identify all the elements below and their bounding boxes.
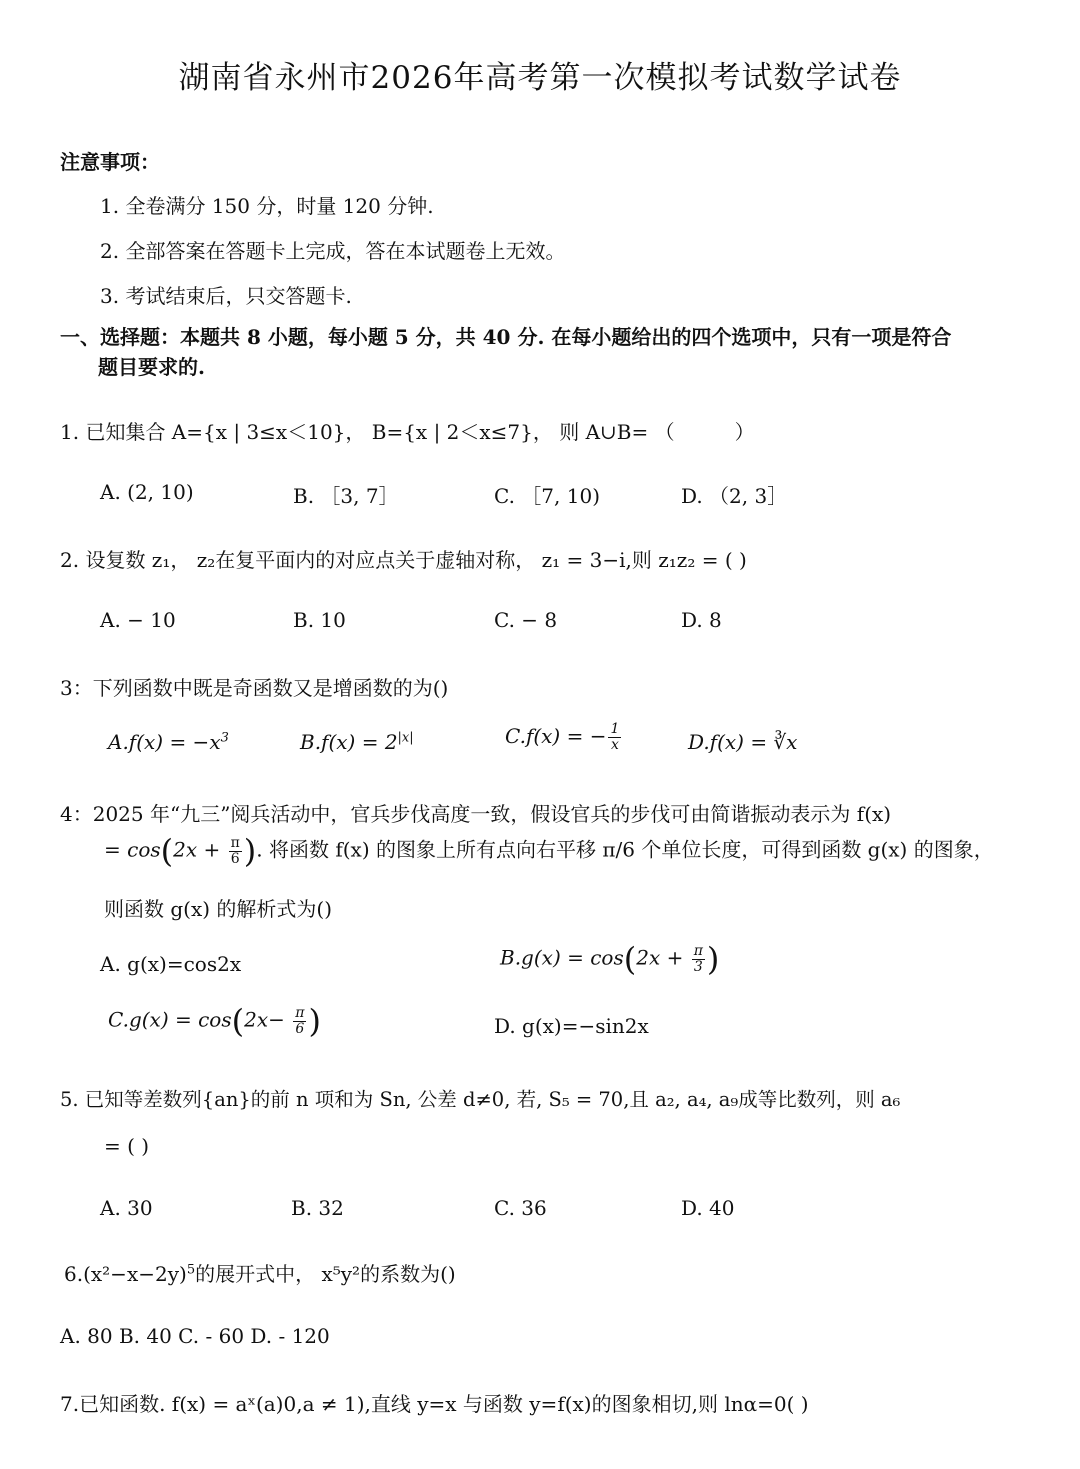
q6-exponent: 5	[186, 1262, 196, 1278]
question-4-option-c	[108, 1002, 321, 1040]
question-5-line1: 5. 已知等差数列{an}的前 n 项和为 Sn, 公差 d≠0, 若, S₅ = 70,且 a₂, a₄, a₉成等比数列，则 a₆	[60, 1088, 901, 1111]
fraction-denominator: 3	[693, 958, 703, 975]
question-1-option-c: C. ［7, 10)	[494, 484, 600, 508]
question-5-option-a: A. 30	[100, 1196, 153, 1220]
q4-line2-text: . 将函数 f(x) 的图象上所有点向右平移 π/6 个单位长度，可得到函数 g(x) 的图象，	[256, 837, 994, 862]
q4-b-arg: 2x +	[636, 945, 690, 970]
section-heading-line1: 一、选择题：本题共 8 小题，每小题 5 分，共 40 分. 在每小题给出的四个选项中，只有一项是符合	[60, 325, 952, 349]
q4-c-arg: 2x−	[244, 1007, 292, 1032]
question-3-option-b	[300, 730, 414, 754]
question-4-option-b	[500, 940, 719, 978]
question-4-line1: 4：2025 年“九三”阅兵活动中，官兵步伐高度一致，假设官兵的步伐可由简谐振动表示为 f(x)	[60, 802, 892, 826]
note-item: 3. 考试结束后，只交答题卡.	[100, 284, 352, 308]
q3-b-exponent: |x|	[397, 730, 414, 746]
question-2-option-b: B. 10	[293, 608, 346, 632]
fraction-denominator: 6	[295, 1020, 305, 1037]
right-paren: )	[308, 1002, 321, 1040]
question-4-option-d: D. g(x)=−sin2x	[494, 1014, 649, 1038]
question-3-option-d: D.f(x) = ∛x	[688, 730, 798, 754]
fraction-denominator: x	[610, 737, 619, 753]
fraction-denominator: 6	[230, 850, 240, 867]
right-paren: )	[243, 832, 257, 870]
question-5-line2: = ( )	[104, 1134, 150, 1158]
question-6-stem	[64, 1258, 456, 1287]
left-paren: (	[231, 1002, 245, 1040]
question-3-option-a	[108, 730, 229, 754]
q4-c-fraction	[293, 1006, 306, 1037]
section-heading-line2: 题目要求的.	[98, 355, 205, 379]
question-2-option-a: A. − 10	[100, 608, 176, 632]
question-3-option-c	[505, 722, 623, 753]
question-2-option-c: C. − 8	[494, 608, 558, 632]
q3-c-text: C.f(x) = −	[505, 724, 607, 748]
question-2-option-d: D. 8	[681, 608, 722, 632]
q4-arg: 2x +	[173, 837, 227, 862]
q3-a-text: A.f(x) = −x	[108, 730, 221, 754]
question-1-option-d: D. （2, 3］	[681, 484, 788, 508]
q4-cos: = cos	[104, 837, 161, 862]
left-paren: (	[160, 832, 174, 870]
fraction-numerator: π	[295, 1004, 305, 1021]
note-item: 1. 全卷满分 150 分，时量 120 分钟.	[100, 194, 434, 218]
fraction-numerator: π	[693, 942, 703, 959]
left-paren: (	[623, 940, 637, 978]
question-5-option-c: C. 36	[494, 1196, 547, 1220]
q3-c-fraction	[608, 722, 621, 753]
q3-a-exponent: 3	[220, 730, 229, 746]
question-3-stem: 3：下列函数中既是奇函数又是增函数的为()	[60, 676, 449, 700]
q4-c-head: C.g(x) = cos	[108, 1007, 232, 1032]
q4-fraction	[229, 836, 242, 867]
question-7-stem: 7.已知函数. f(x) = aˣ(a)0,a ≠ 1),直线 y=x 与函数 y=f(x)的图象相切,则 lnα=0( )	[60, 1392, 809, 1416]
q6-expression: 6.(x²−x−2y)	[64, 1262, 187, 1286]
note-item: 2. 全部答案在答题卡上完成，答在本试题卷上无效。	[100, 239, 566, 263]
question-2-stem: 2. 设复数 z₁， z₂在复平面内的对应点关于虚轴对称， z₁ = 3−i,则 z₁z₂ = ( )	[60, 548, 747, 572]
q6-text: 的展开式中， x⁵y²的系数为()	[195, 1262, 456, 1286]
question-6-options: A. 80 B. 40 C. - 60 D. - 120	[60, 1324, 330, 1348]
question-1-option-b: B. ［3, 7］	[293, 484, 399, 508]
q4-b-fraction	[692, 944, 705, 975]
q4-b-head: B.g(x) = cos	[500, 945, 624, 970]
question-5-option-b: B. 32	[291, 1196, 344, 1220]
question-5-option-d: D. 40	[681, 1196, 735, 1220]
notes-heading: 注意事项：	[60, 150, 160, 174]
section-heading	[60, 322, 951, 382]
question-1-option-a: A. (2, 10)	[100, 480, 194, 504]
question-4-line2	[104, 832, 994, 870]
fraction-numerator: π	[230, 834, 240, 851]
question-1-stem: 1. 已知集合 A={x | 3≤x＜10}， B={x | 2＜x≤7}， 则 A∪B= （ ）	[60, 420, 755, 444]
question-4-option-a: A. g(x)=cos2x	[100, 952, 242, 976]
right-paren: )	[706, 940, 720, 978]
fraction-numerator: 1	[610, 721, 620, 737]
exam-title: 湖南省永州市2026年高考第一次模拟考试数学试卷	[178, 60, 902, 96]
question-4-line3: 则函数 g(x) 的解析式为()	[104, 897, 333, 921]
q3-b-text: B.f(x) = 2	[300, 730, 398, 754]
